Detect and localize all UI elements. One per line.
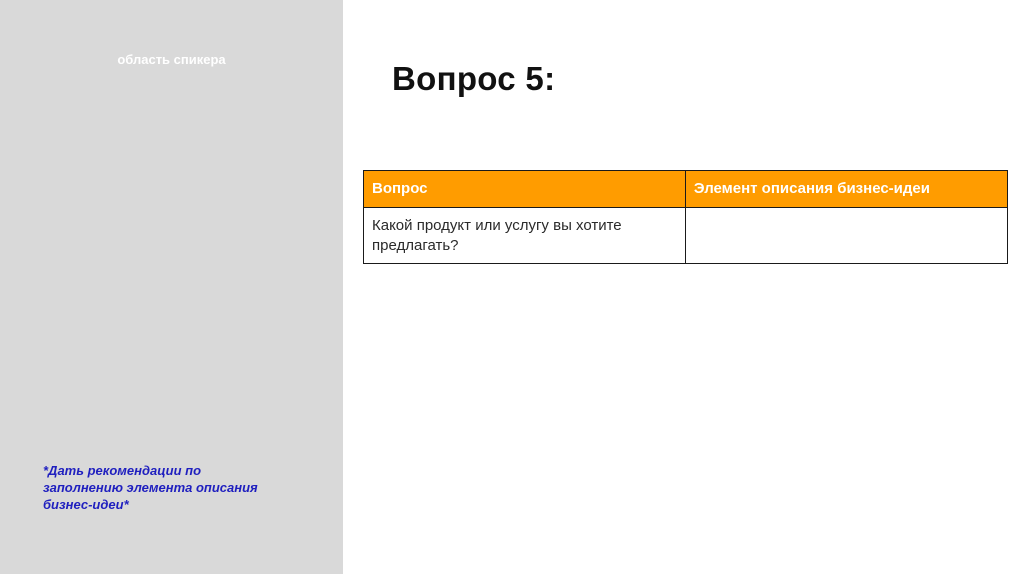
speaker-area-label: область спикера (117, 52, 226, 67)
question-table (363, 170, 1008, 264)
question-cell (364, 208, 686, 264)
slide-title: Вопрос 5: (392, 60, 556, 97)
header-question: Вопрос (364, 171, 686, 208)
table-header-row (364, 171, 1008, 208)
speaker-area (0, 0, 343, 574)
table-row (364, 208, 1008, 264)
speaker-note: *Дать рекомендации по заполнению элемента описания бизнес-идеи* (43, 463, 258, 512)
header-business-idea-element: Элемент описания бизнес-идеи (685, 171, 1007, 208)
answer-cell[interactable] (685, 208, 1007, 264)
question-text: Какой продукт или услугу вы хотите предлагать? (372, 217, 622, 254)
